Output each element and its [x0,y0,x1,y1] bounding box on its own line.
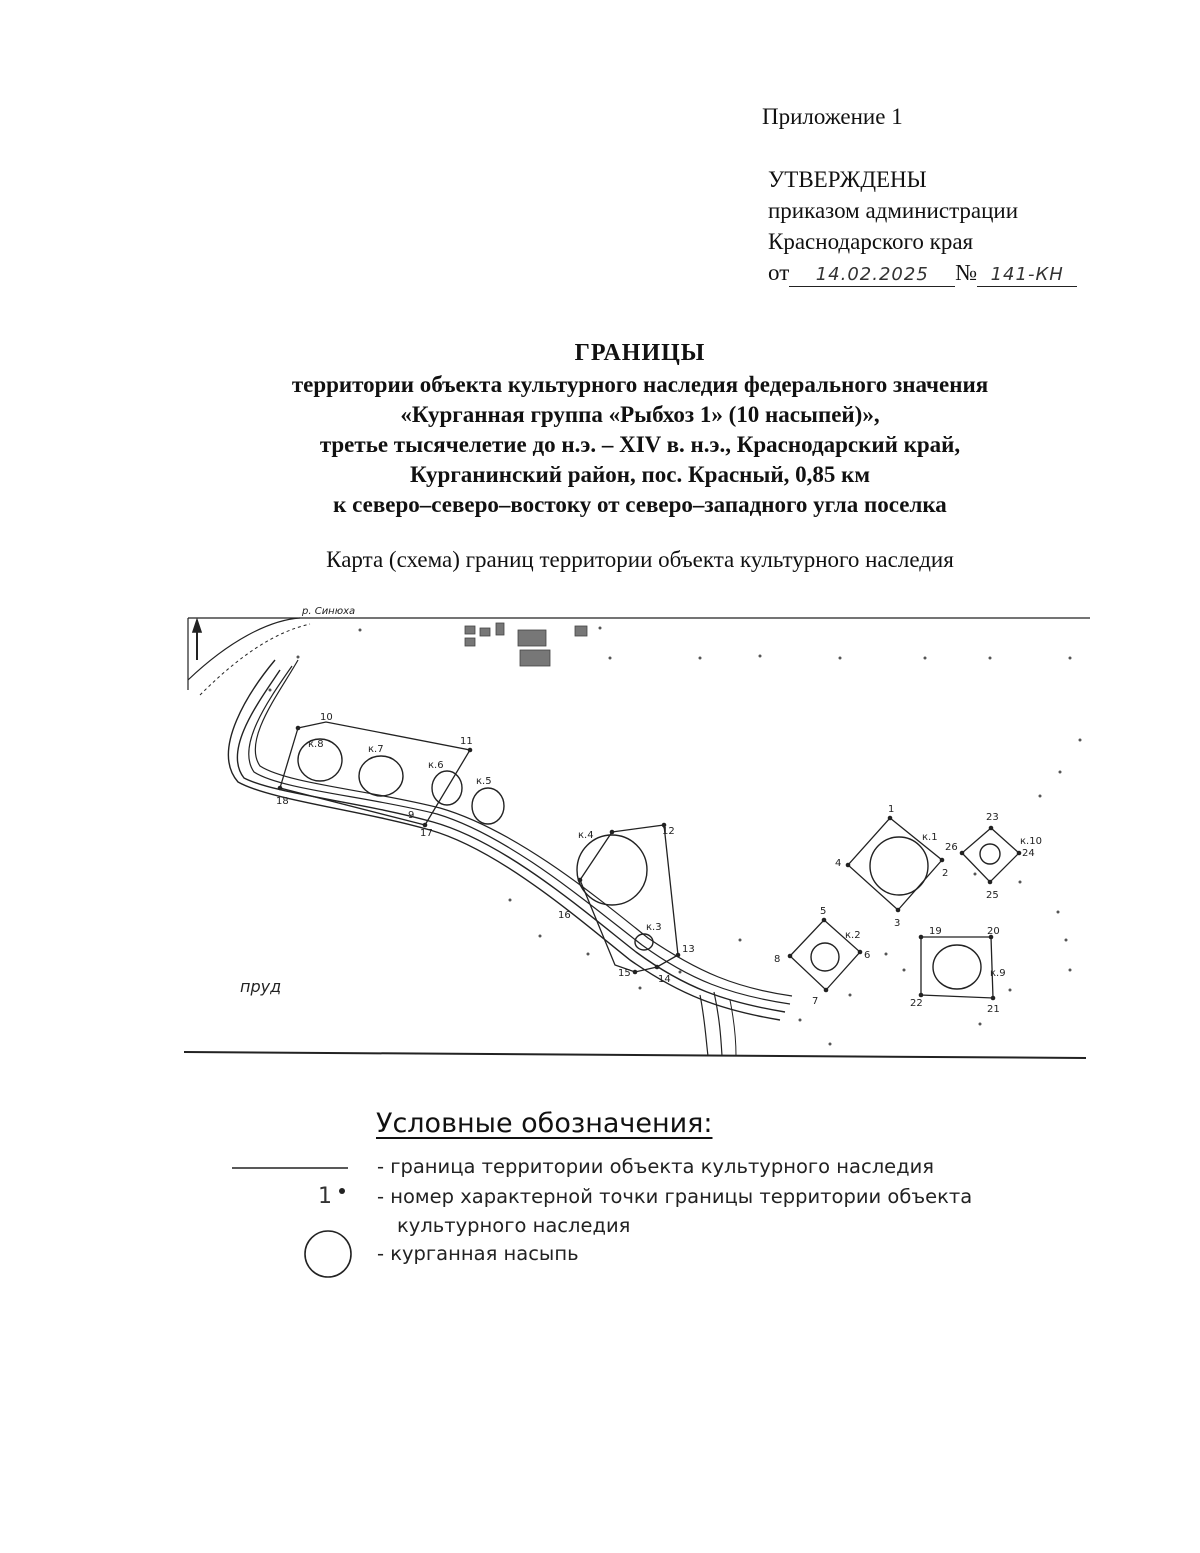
point-label-19: 19 [929,926,942,937]
point-label-14: 14 [658,974,671,985]
legend-symbols [230,1158,360,1284]
point-label-13: 13 [682,944,695,955]
point-label-15: 15 [618,968,631,979]
point-label-8: 8 [774,954,781,965]
date-number-line [768,257,1077,288]
point-label-11: 11 [460,736,473,747]
boundary-map [180,600,1090,1065]
legend-point-icon [339,1188,345,1194]
river-label: р. Синюха [302,606,356,617]
point-label-21: 21 [987,1004,1000,1015]
point-label-22: 22 [910,998,923,1009]
legend-item-point-cont: культурного наследия [397,1214,631,1237]
title-line-2: «Курганная группа «Рыбхоз 1» (10 насыпей)», [400,402,880,427]
boundary-points [278,726,1022,1001]
point-label-7: 7 [812,996,819,1007]
point-label-4: 4 [835,858,842,869]
point-label-16: 16 [558,910,571,921]
point-label-23: 23 [986,812,999,823]
point-label-1: 1 [888,804,895,815]
mound-circles [298,739,1000,989]
map-subtitle: Карта (схема) границ территории объекта культурного наследия [326,547,954,572]
point-label-17: 17 [420,828,433,839]
mound-label-k6: к.6 [428,760,444,771]
point-label-2: 2 [942,868,949,879]
mound-label-k9: к.9 [990,968,1006,979]
buildings [465,623,587,666]
legend-item-boundary: - граница территории объекта культурного наследия [377,1155,935,1178]
mound-label-k7: к.7 [368,744,384,755]
north-arrow-icon [193,620,201,660]
point-label-10: 10 [320,712,333,723]
mound-label-k10: к.10 [1020,836,1042,847]
document-title [120,338,1160,520]
terrain-marks [269,627,1082,1046]
legend-mound-circle-icon [305,1231,351,1277]
point-label-20: 20 [987,926,1000,937]
mound-label-k4: к.4 [578,830,594,841]
approved-heading: УТВЕРЖДЕНЫ [768,167,927,192]
point-label-6: 6 [864,950,871,961]
order-line-2: Краснодарского края [768,229,974,254]
point-label-5: 5 [820,906,827,917]
title-line-1: территории объекта культурного наследия федерального значения [291,372,989,397]
mound-label-k8: к.8 [308,739,324,750]
pond-label: пруд [240,977,282,996]
point-label-3: 3 [894,918,901,929]
title-main: ГРАНИЦЫ [574,340,706,366]
title-line-5: к северо–северо–востоку от северо–западного угла поселка [333,492,947,517]
point-label-12: 12 [662,826,675,837]
mound-label-k2: к.2 [845,930,861,941]
appendix-label: Приложение 1 [762,104,903,129]
date-value: 14.02.2025 [789,264,955,287]
point-label-9: 9 [408,810,415,821]
order-line-1: приказом администрации [768,198,1019,223]
mound-label-k3: к.3 [646,922,662,933]
date-prefix: от [768,260,790,285]
mound-label-k1: к.1 [922,832,938,843]
legend-point-number: 1 [318,1184,332,1209]
legend-item-point: - номер характерной точки границы территории объекта [377,1185,973,1208]
boundary-lines [280,722,1019,998]
road-band [228,660,792,1056]
number-prefix: № [955,260,978,285]
point-label-18: 18 [276,796,289,807]
point-label-26: 26 [945,842,958,853]
legend-title: Условные обозначения: [376,1108,713,1139]
point-label-24: 24 [1022,848,1035,859]
point-label-25: 25 [986,890,999,901]
number-value: 141-КН [977,264,1077,287]
title-line-3: третье тысячелетие до н.э. – XIV в. н.э., Краснодарский край, [319,432,961,457]
mound-label-k5: к.5 [476,776,492,787]
title-line-4: Курганинский район, пос. Красный, 0,85 км [409,462,871,487]
legend-item-mound: - курганная насыпь [377,1242,579,1265]
approval-block [768,164,1077,288]
